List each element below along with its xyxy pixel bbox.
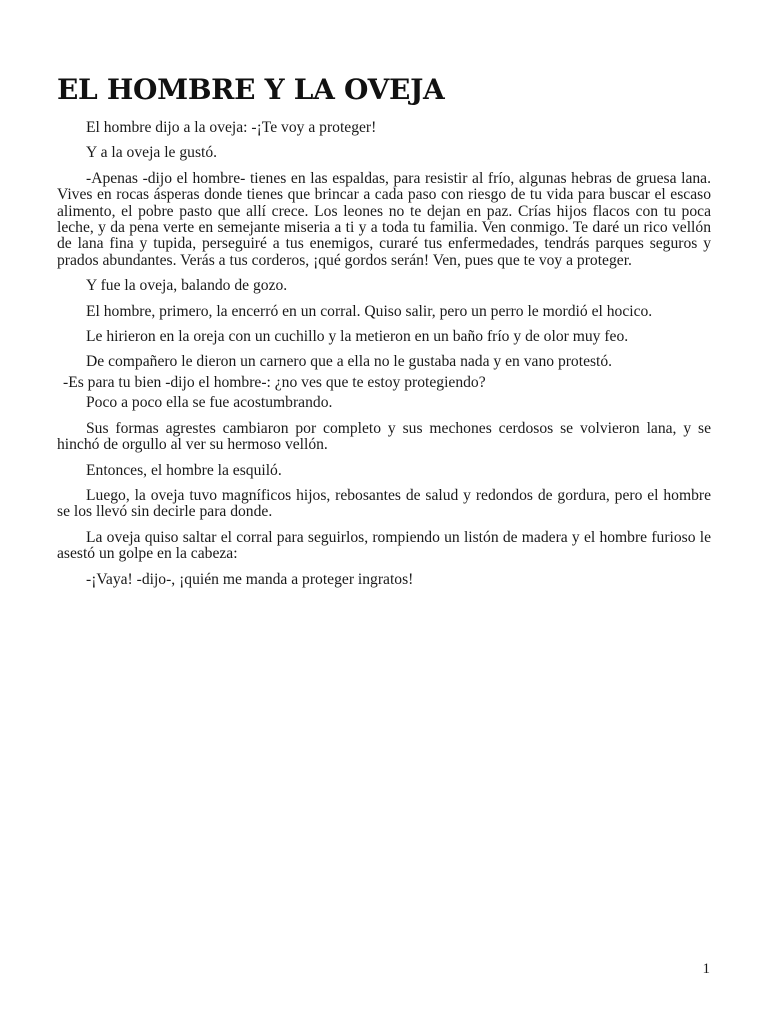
paragraph-14: -¡Vaya! -dijo-, ¡quién me manda a proteger ingratos! — [86, 570, 414, 588]
paragraph-12: Luego, la oveja tuvo magníficos hijos, rebosantes de salud y redondos de gordura, pero el hombre se los llevó sin decirle para donde. — [57, 486, 711, 521]
document-page — [57, 72, 711, 597]
paragraph-11: Entonces, el hombre la esquiló. — [86, 461, 282, 479]
paragraph-2: Y a la oveja le gustó. — [86, 144, 218, 162]
paragraph-5: El hombre, primero, la encerró en un corral. Quiso salir, pero un perro le mordió el hocico. — [86, 302, 653, 320]
paragraph-13: La oveja quiso saltar el corral para seguirlos, rompiendo un listón de madera y el hombre furioso le asestó un golpe en la cabeza: — [57, 528, 711, 563]
paragraph-7: De compañero le dieron un carnero que a ella no le gustaba nada y en vano protestó. — [86, 353, 613, 371]
paragraph-6: Le hirieron en la oreja con un cuchillo y la metieron en un baño frío y de olor muy feo. — [86, 328, 629, 346]
paragraph-9: Poco a poco ella se fue acostumbrando. — [86, 394, 333, 412]
paragraph-3: -Apenas -dijo el hombre- tienes en las espaldas, para resistir al frío, algunas hebras de gruesa lana. Vives en rocas ásperas donde tienes que brincar a cada paso con riesgo de tu vida para buscar el escaso alimento, el pobre pasto que allí crece. Los leones no te dejan en paz. Crías hijos flacos con tu poca leche, y da pena verte en semejante miseria a ti y a toda tu familia. Ven conmigo. Te daré un rico vellón de lana fina y tupida, perseguiré a tus enemigos, curaré tus enfermedades, tendrás parques seguros y prados abundantes. Verás a tus corderos, ¡qué gordos serán! Ven, pues que te voy a proteger. — [57, 169, 711, 269]
paragraph-1: El hombre dijo a la oveja: -¡Te voy a proteger! — [86, 119, 377, 136]
paragraph-8: -Es para tu bien -dijo el hombre-: ¿no ves que te estoy protegiendo? — [63, 373, 486, 391]
paragraph-4: Y fue la oveja, balando de gozo. — [86, 277, 288, 295]
page-title: EL HOMBRE Y LA OVEJA — [57, 73, 445, 106]
paragraph-10: Sus formas agrestes cambiaron por completo y sus mechones cerdosos se volvieron lana, y se hinchó de orgullo al ver su hermoso vellón. — [57, 419, 711, 454]
page-number: 1 — [702, 961, 710, 977]
